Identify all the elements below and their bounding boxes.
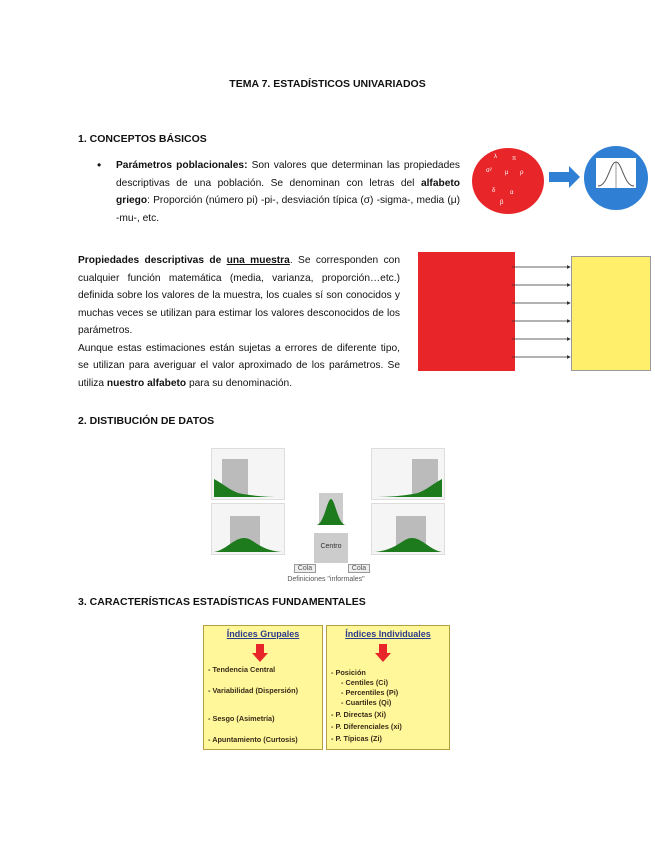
para-bold: Propiedades descriptivas de — [78, 255, 227, 266]
right-skew-distribution — [211, 448, 285, 500]
individuales-box — [326, 625, 450, 750]
individuales-item: - P. Diferenciales (xi) — [331, 722, 402, 731]
population-circle — [472, 148, 544, 214]
bullet-icon: • — [97, 158, 102, 172]
para-text: . Se corresponden con cualquier función matemática (media, varianza, proporción…etc.) definida sobre los valores de la muestra, los cuales sí son conocidos y muchas veces se utilizan para estimar los valores desconocidos de los parámetros. — [78, 255, 401, 336]
greek-symbol: ρ — [520, 170, 524, 176]
grupales-box — [203, 625, 323, 750]
bullet-text-2: : Proporción (número pi) -pi-, desviación típica (σ) -sigma-, media (μ) -mu-, etc. — [116, 195, 460, 224]
grupales-item: - Tendencia Central — [208, 665, 276, 674]
sample-paragraph — [78, 252, 400, 392]
greek-symbol: α — [510, 190, 514, 196]
parameter-circle — [584, 146, 648, 210]
individuales-item: - P. Típicas (Zi) — [331, 734, 382, 743]
section-2-heading: 2. DISTIBUCIÓN DE DATOS — [78, 415, 215, 427]
down-arrow-icon — [252, 644, 268, 662]
page-title: TEMA 7. ESTADÍSTICOS UNIVARIADOS — [229, 78, 426, 90]
cola-left-label: Cola — [294, 564, 316, 573]
arrow-right-icon — [549, 166, 581, 188]
section-3-heading: 3. CARACTERÍSTICAS ESTADÍSTICAS FUNDAMENTALES — [78, 596, 366, 608]
individuales-item: - Centiles (Ci) — [341, 678, 389, 687]
individuales-title: Índices Individuales — [345, 629, 431, 639]
bullet-bold: Parámetros poblacionales: — [116, 160, 248, 171]
bullet-paragraph — [116, 157, 460, 227]
centro-label: Centro — [320, 543, 342, 550]
grupales-title: Índices Grupales — [226, 629, 300, 639]
greek-symbol: σ² — [486, 168, 492, 174]
bullet-text: Son valores que determinan las propiedades descriptivas de una población. Se denominan con letras del — [116, 160, 460, 189]
cola-right-label: Cola — [348, 564, 370, 573]
section-1-heading: 1. CONCEPTOS BÁSICOS — [78, 133, 207, 145]
greek-symbol: β — [500, 200, 504, 206]
left-skew-distribution — [371, 448, 445, 500]
greek-symbol: π — [512, 156, 517, 162]
para2-text: Aunque estas estimaciones están sujetas a errores de diferente tipo, se utilizan para averiguar el valor aproximado de los parámetros. Se utiliza — [78, 342, 400, 389]
centro-box — [314, 533, 348, 563]
grupales-item: - Variabilidad (Dispersión) — [208, 686, 299, 695]
para-underline: una muestra — [226, 255, 290, 266]
para2-bold: nuestro alfabeto — [106, 377, 187, 389]
individuales-item: - Posición — [331, 668, 366, 677]
greek-symbol: δ — [492, 188, 496, 194]
symbols-box — [571, 256, 651, 371]
grupales-item: - Sesgo (Asimetría) — [208, 714, 275, 723]
bimodal-left-distribution — [211, 503, 285, 555]
distributions-figure — [206, 443, 446, 588]
individuales-item: - P. Directas (Xi) — [331, 710, 387, 719]
individuales-item: - Cuartiles (Qi) — [341, 698, 392, 707]
greek-symbol: μ — [505, 170, 509, 176]
bullet-bold-2: alfabeto griego — [116, 177, 460, 206]
individuales-item: - Percentiles (Pi) — [341, 688, 399, 697]
grupales-item: - Apuntamiento (Curtosis) — [208, 735, 298, 744]
connector-arrows — [498, 260, 574, 370]
figure-caption: Definiciones "informales" — [287, 576, 365, 583]
symmetric-distribution — [316, 491, 346, 527]
down-arrow-icon — [375, 644, 391, 662]
normal-curve-icon — [584, 146, 648, 210]
bimodal-right-distribution — [371, 503, 445, 555]
para2-end: para su denominación. — [186, 377, 293, 389]
greek-symbol: λ — [494, 154, 497, 160]
